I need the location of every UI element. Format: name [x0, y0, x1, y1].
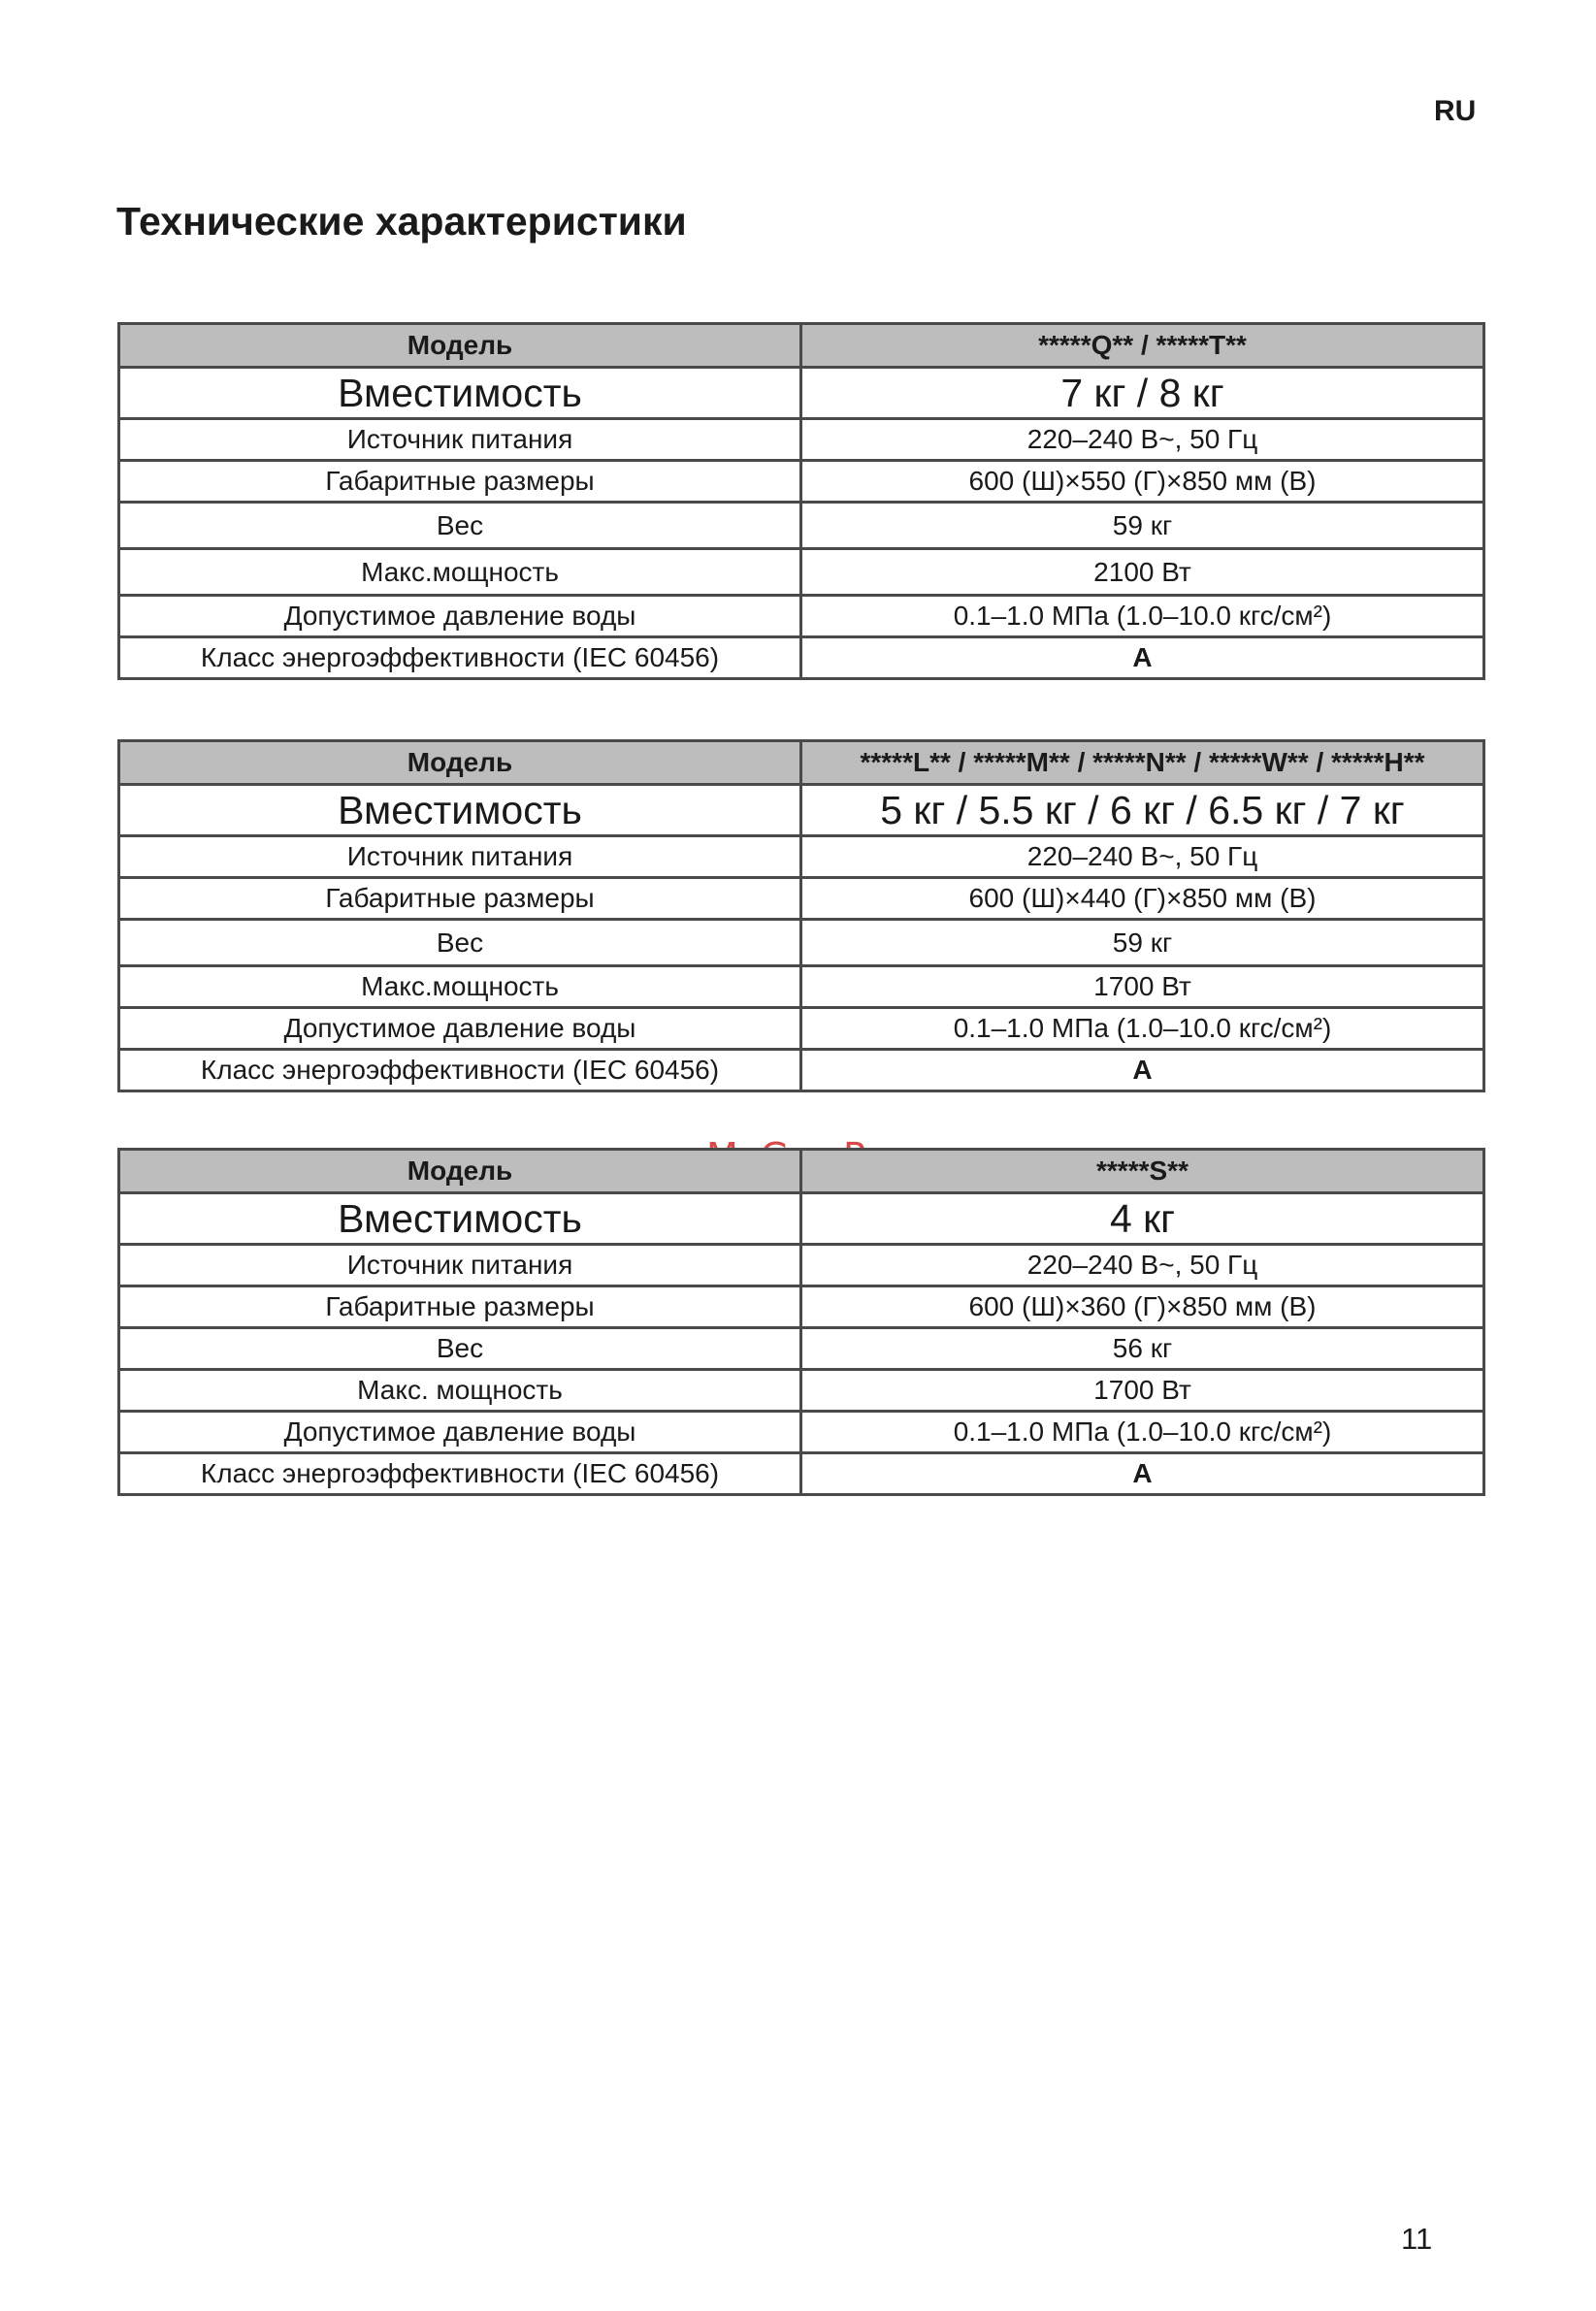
- row-label: Допустимое давление воды: [119, 1008, 801, 1050]
- row-value: 1700 Вт: [801, 1370, 1484, 1412]
- spec-table-2: [117, 739, 1485, 1092]
- table-row: [119, 1286, 1484, 1328]
- table-row: [119, 1453, 1484, 1495]
- row-label: Макс. мощность: [119, 1370, 801, 1412]
- row-label: Допустимое давление воды: [119, 596, 801, 637]
- row-value: 56 кг: [801, 1328, 1484, 1370]
- table-row: [119, 878, 1484, 920]
- row-value: 59 кг: [801, 503, 1484, 549]
- page-number: 11: [1401, 2222, 1433, 2256]
- model-row: [119, 324, 1484, 368]
- row-value: A: [801, 1453, 1484, 1495]
- row-label: Вес: [119, 503, 801, 549]
- row-value: 220–240 В~, 50 Гц: [801, 836, 1484, 878]
- language-code: RU: [1434, 95, 1477, 127]
- capacity-label: Вместимость: [119, 785, 801, 836]
- row-label: Вес: [119, 920, 801, 966]
- row-label: Источник питания: [119, 419, 801, 461]
- model-value: *****S**: [801, 1150, 1484, 1193]
- row-value: 220–240 В~, 50 Гц: [801, 1245, 1484, 1286]
- row-value: 0.1–1.0 МПа (1.0–10.0 кгс/см²): [801, 1008, 1484, 1050]
- table-row: [119, 637, 1484, 679]
- capacity-value: 5 кг / 5.5 кг / 6 кг / 6.5 кг / 7 кг: [801, 785, 1484, 836]
- table-row: [119, 596, 1484, 637]
- table-row: [119, 1328, 1484, 1370]
- table-row: [119, 419, 1484, 461]
- row-value: 2100 Вт: [801, 549, 1484, 596]
- row-label: Макс.мощность: [119, 549, 801, 596]
- spec-table-1: [117, 322, 1485, 680]
- model-label: Модель: [119, 1150, 801, 1193]
- capacity-row: [119, 1193, 1484, 1245]
- row-label: Источник питания: [119, 1245, 801, 1286]
- table-row: [119, 503, 1484, 549]
- model-row: [119, 741, 1484, 785]
- row-label: Класс энергоэффективности (IEC 60456): [119, 1050, 801, 1091]
- table-row: [119, 549, 1484, 596]
- table-row: [119, 1370, 1484, 1412]
- row-value: 220–240 В~, 50 Гц: [801, 419, 1484, 461]
- row-label: Макс.мощность: [119, 966, 801, 1008]
- row-label: Класс энергоэффективности (IEC 60456): [119, 1453, 801, 1495]
- table-row: [119, 1412, 1484, 1453]
- row-value: A: [801, 1050, 1484, 1091]
- row-label: Габаритные размеры: [119, 1286, 801, 1328]
- capacity-row: [119, 785, 1484, 836]
- page-title: Технические характеристики: [116, 199, 687, 244]
- capacity-label: Вместимость: [119, 368, 801, 419]
- capacity-label: Вместимость: [119, 1193, 801, 1245]
- model-value: *****Q** / *****T**: [801, 324, 1484, 368]
- row-label: Допустимое давление воды: [119, 1412, 801, 1453]
- table-row: [119, 920, 1484, 966]
- model-value: *****L** / *****M** / *****N** / *****W** / *****H**: [801, 741, 1484, 785]
- row-label: Габаритные размеры: [119, 878, 801, 920]
- table-row: [119, 836, 1484, 878]
- model-label: Модель: [119, 324, 801, 368]
- table-row: [119, 1008, 1484, 1050]
- row-label: Класс энергоэффективности (IEC 60456): [119, 637, 801, 679]
- spec-table-3: [117, 1148, 1485, 1496]
- row-label: Источник питания: [119, 836, 801, 878]
- model-row: [119, 1150, 1484, 1193]
- row-value: 1700 Вт: [801, 966, 1484, 1008]
- table-row: [119, 461, 1484, 503]
- capacity-value: 4 кг: [801, 1193, 1484, 1245]
- model-label: Модель: [119, 741, 801, 785]
- row-value: 0.1–1.0 МПа (1.0–10.0 кгс/см²): [801, 596, 1484, 637]
- row-value: 600 (Ш)×360 (Г)×850 мм (В): [801, 1286, 1484, 1328]
- row-value: 600 (Ш)×440 (Г)×850 мм (В): [801, 878, 1484, 920]
- table-row: [119, 966, 1484, 1008]
- capacity-value: 7 кг / 8 кг: [801, 368, 1484, 419]
- row-label: Габаритные размеры: [119, 461, 801, 503]
- table-row: [119, 1245, 1484, 1286]
- row-value: 59 кг: [801, 920, 1484, 966]
- table-row: [119, 1050, 1484, 1091]
- row-label: Вес: [119, 1328, 801, 1370]
- row-value: 600 (Ш)×550 (Г)×850 мм (В): [801, 461, 1484, 503]
- row-value: 0.1–1.0 МПа (1.0–10.0 кгс/см²): [801, 1412, 1484, 1453]
- capacity-row: [119, 368, 1484, 419]
- row-value: A: [801, 637, 1484, 679]
